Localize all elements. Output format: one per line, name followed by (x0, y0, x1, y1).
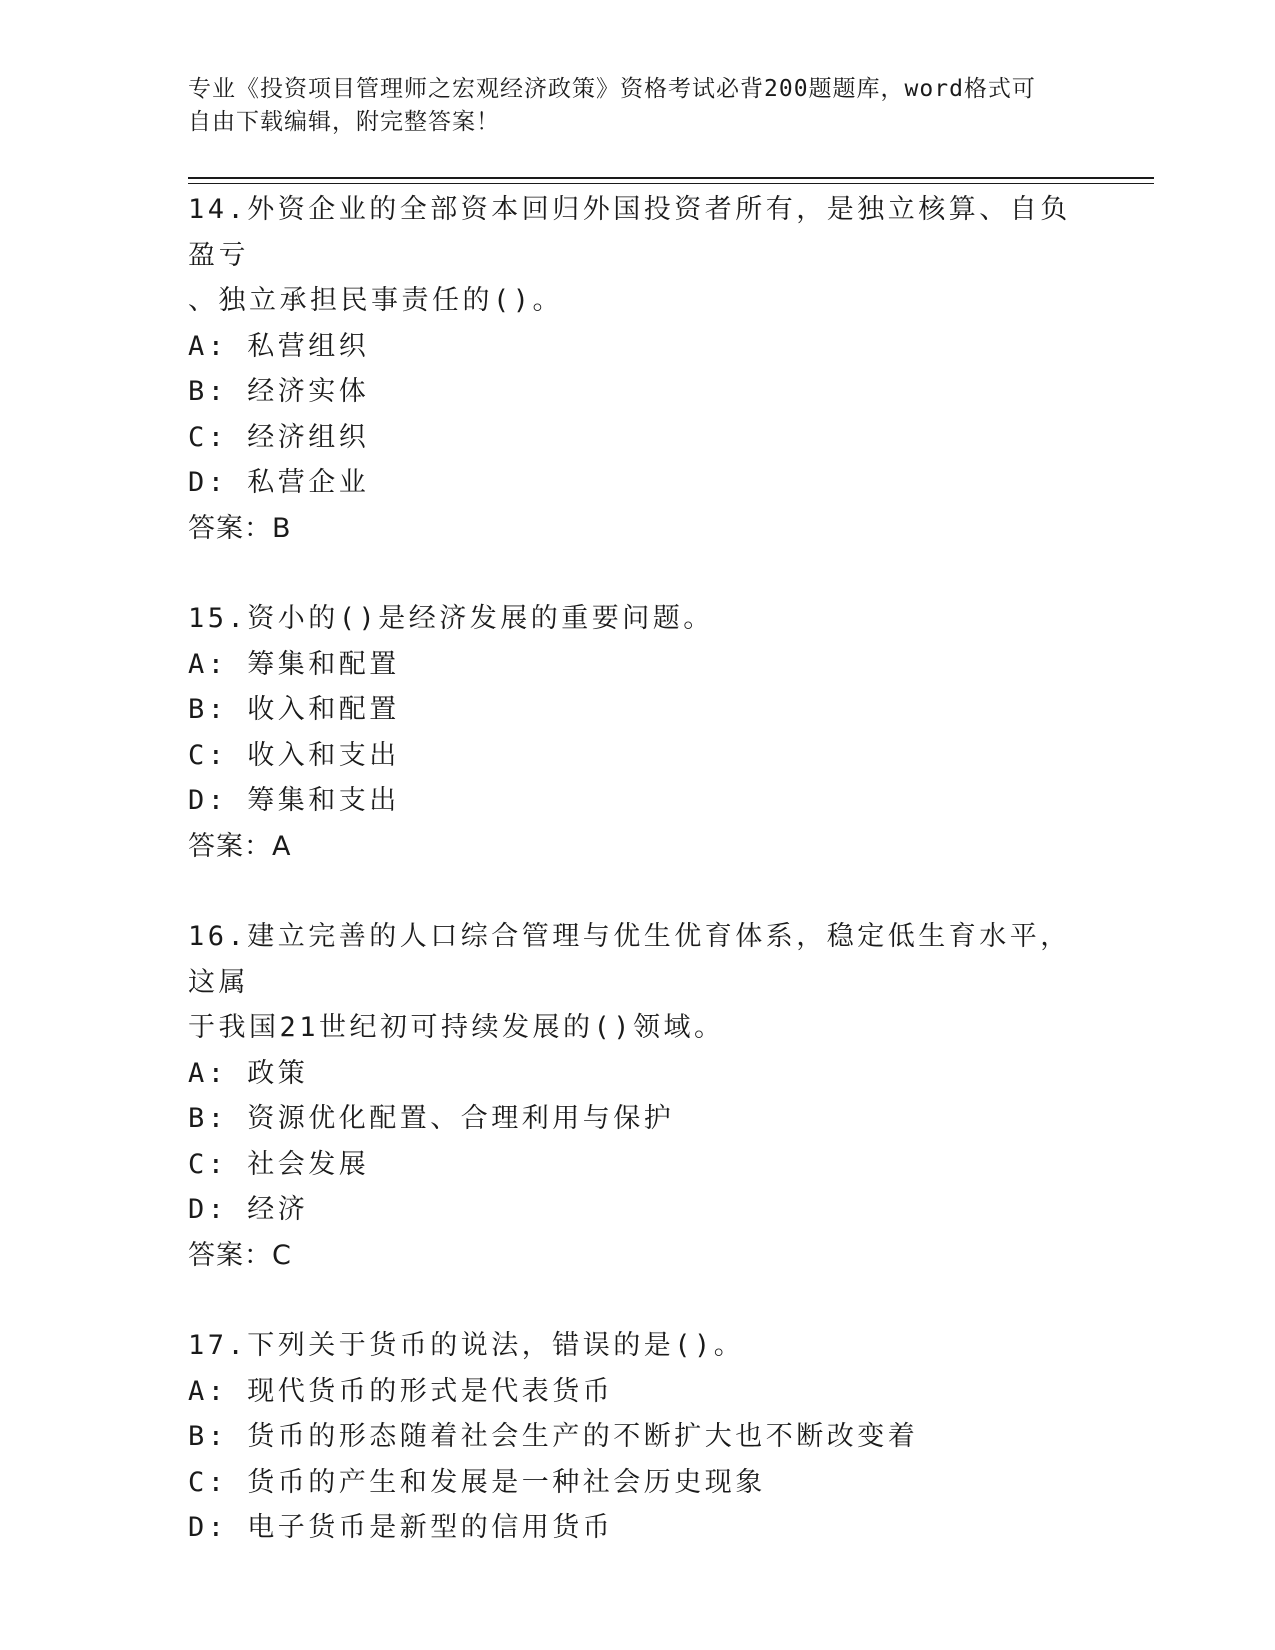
option-a: A: 筹集和配置 (188, 648, 400, 680)
option-b: B: 收入和配置 (188, 694, 400, 725)
question-list (188, 187, 1088, 1596)
option-a: A: 私营组织 (188, 330, 370, 362)
option-a: A: 政策 (188, 1057, 309, 1089)
option-a: A: 现代货币的形式是代表货币 (188, 1375, 614, 1407)
option-c: C: 收入和支出 (188, 739, 400, 771)
question-17 (188, 1323, 1088, 1551)
question-text: 14.外资企业的全部资本回归外国投资者所有，是独立核算、自负盈亏 (188, 194, 1071, 271)
option-b: B: 货币的形态随着社会生产的不断扩大也不断改变着 (188, 1421, 919, 1452)
option-d: D: 电子货币是新型的信用货币 (188, 1512, 614, 1543)
answer: 答案：C (188, 1239, 292, 1271)
question-text-continued: 于我国21世纪初可持续发展的()领域。 (188, 1012, 725, 1043)
question-text-continued: 、独立承担民事责任的()。 (188, 285, 564, 316)
option-d: D: 私营企业 (188, 467, 370, 498)
question-16 (188, 914, 1088, 1278)
header-line-1: 专业《投资项目管理师之宏观经济政策》资格考试必背200题题库，word格式可 (188, 76, 1036, 102)
option-b: B: 经济实体 (188, 376, 370, 407)
option-d: D: 筹集和支出 (188, 785, 400, 816)
question-15 (188, 596, 1088, 869)
header-line-2: 自由下载编辑，附完整答案！ (188, 109, 500, 135)
page-header (188, 73, 1088, 139)
answer: 答案：B (188, 512, 292, 544)
answer: 答案：A (188, 830, 292, 862)
option-d: D: 经济 (188, 1194, 309, 1225)
option-c: C: 社会发展 (188, 1148, 370, 1180)
option-c: C: 货币的产生和发展是一种社会历史现象 (188, 1466, 766, 1498)
option-b: B: 资源优化配置、合理利用与保护 (188, 1103, 675, 1134)
header-divider (188, 177, 1154, 184)
question-14 (188, 187, 1088, 551)
question-text: 17.下列关于货币的说法，错误的是()。 (188, 1330, 745, 1361)
question-text: 16.建立完善的人口综合管理与优生优育体系，稳定低生育水平，这属 (188, 921, 1071, 998)
option-c: C: 经济组织 (188, 421, 370, 453)
question-text: 15.资小的()是经济发展的重要问题。 (188, 603, 714, 634)
